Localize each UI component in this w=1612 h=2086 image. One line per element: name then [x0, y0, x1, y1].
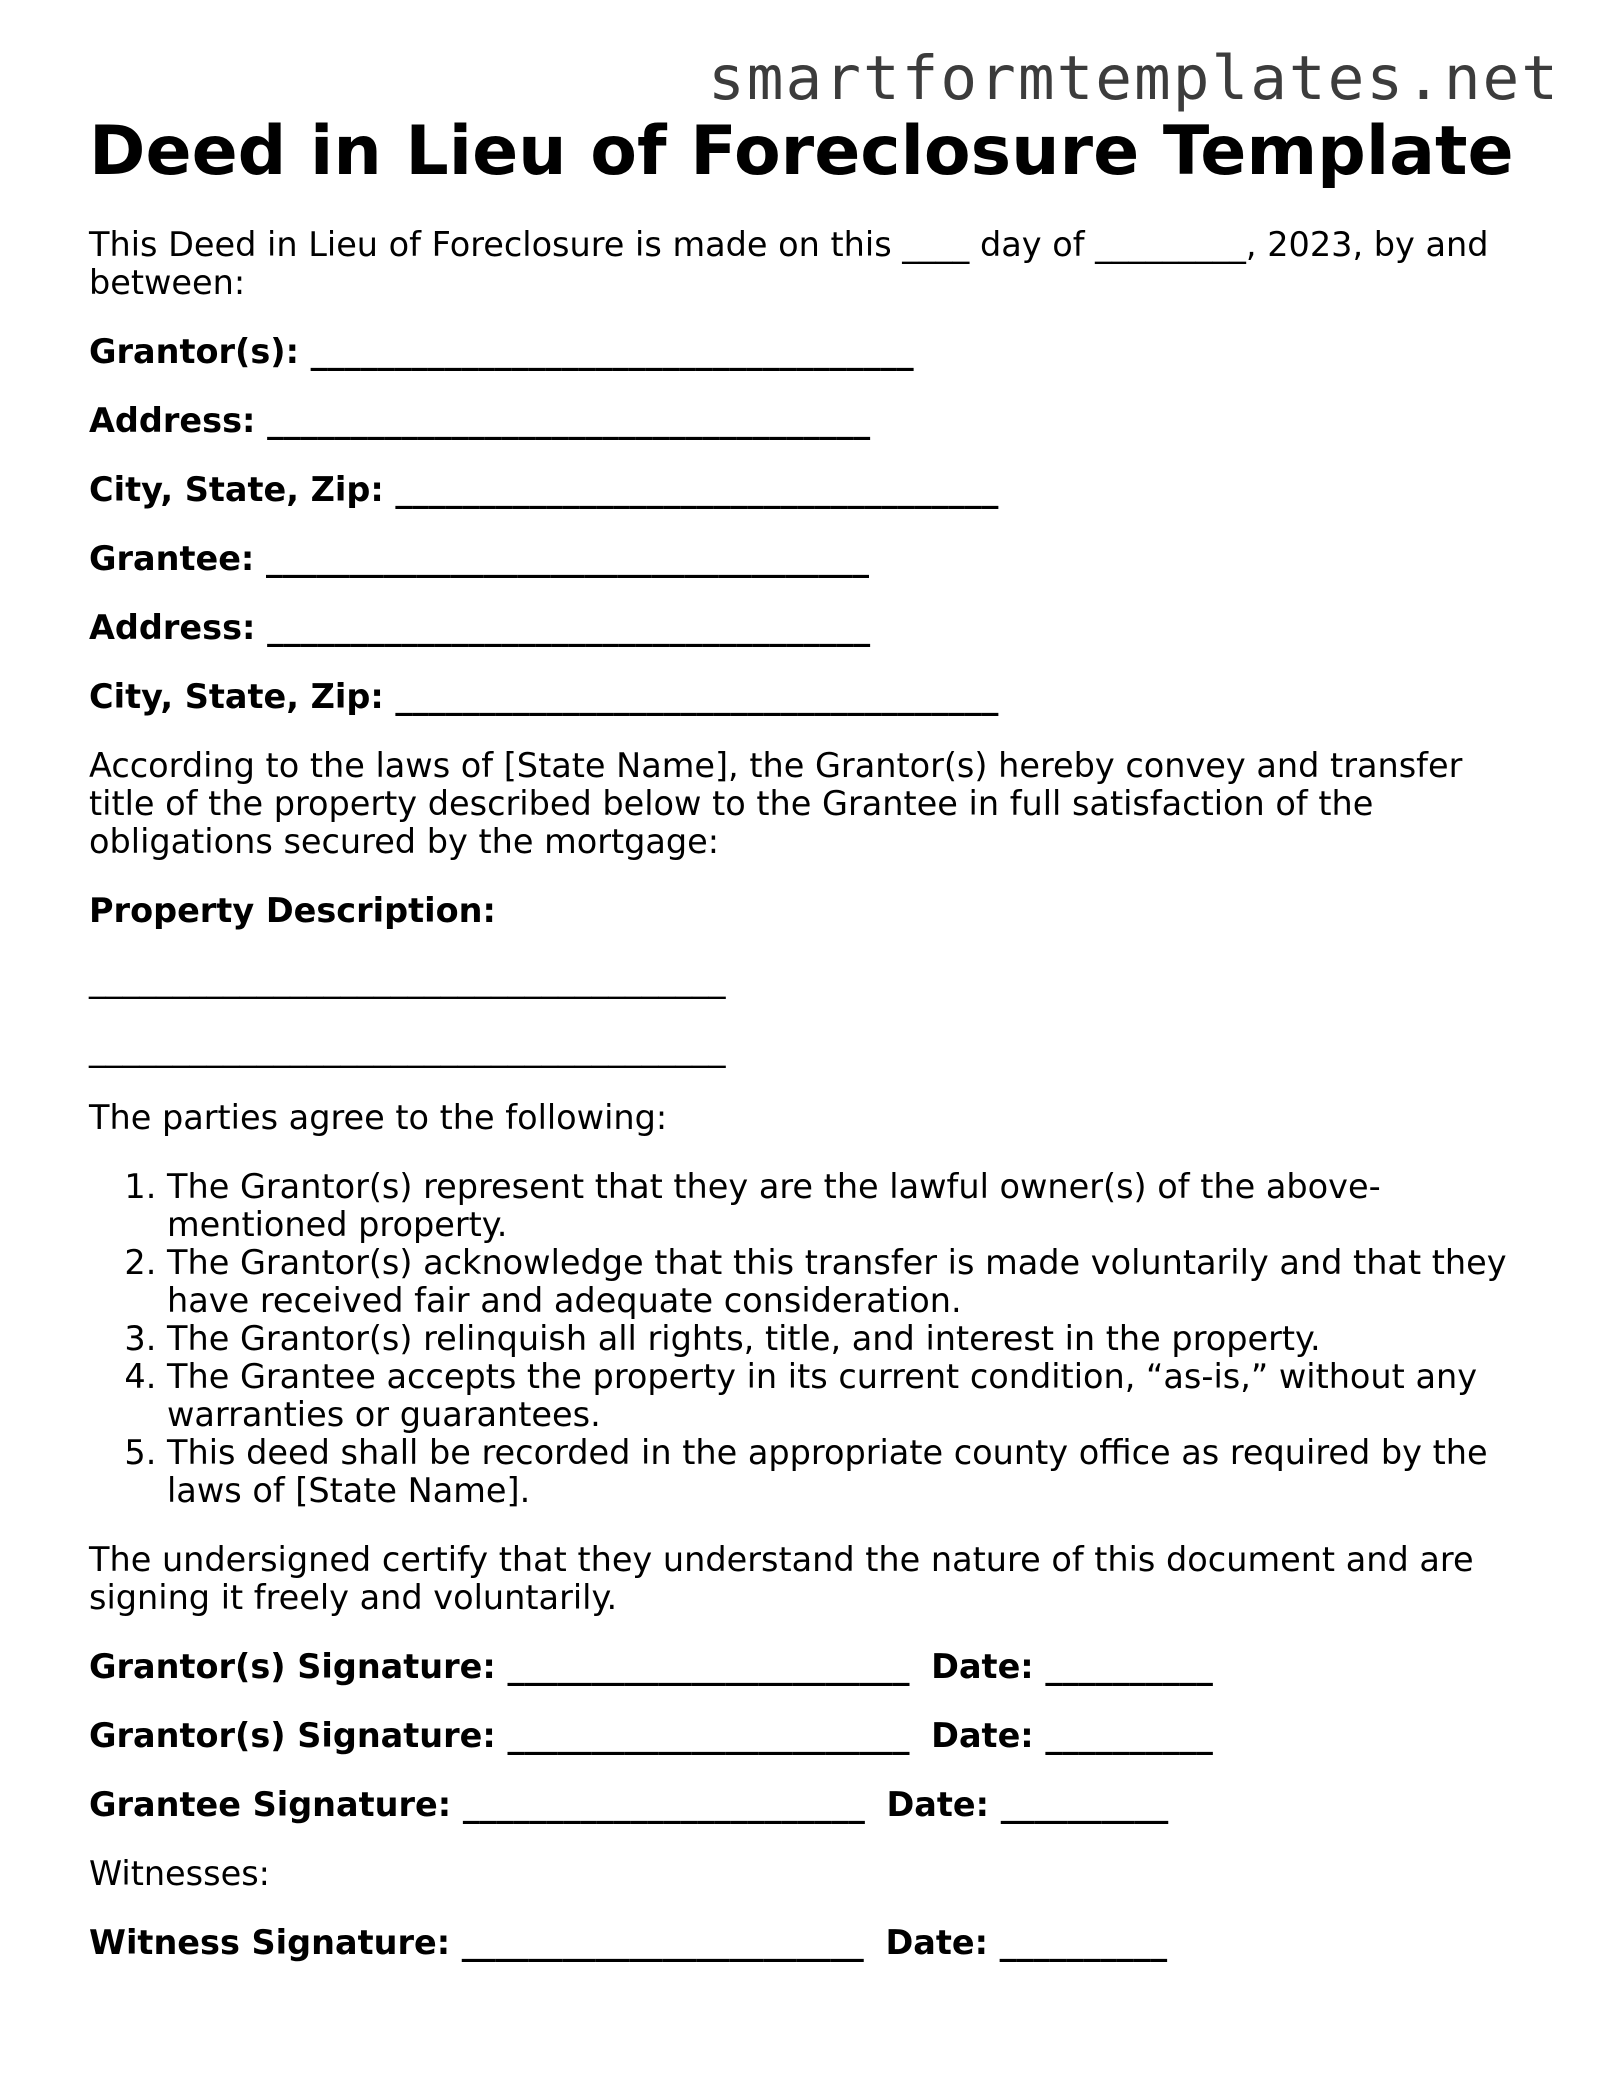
signature-label: Grantor(s) Signature:	[89, 1647, 496, 1686]
grantee-address-field	[89, 609, 1529, 647]
grantee-signature-row	[89, 1786, 1529, 1824]
grantor-city-field	[89, 471, 1529, 509]
term-item: 1. The Grantor(s) represent that they are the lawful owner(s) of the above-mentioned property.	[167, 1168, 1531, 1244]
grantee-line[interactable]: ____________________________________	[266, 539, 869, 578]
grantor-city-label: City, State, Zip:	[89, 470, 384, 509]
term-item: 3. The Grantor(s) relinquish all rights, title, and interest in the property.	[167, 1320, 1531, 1358]
signature-line[interactable]: ________________________	[507, 1716, 910, 1755]
grantee-field	[89, 540, 1529, 578]
date-label: Date:	[886, 1785, 990, 1824]
date-line[interactable]: __________	[999, 1923, 1168, 1962]
date-label: Date:	[885, 1923, 988, 1962]
date-line[interactable]: __________	[1045, 1716, 1213, 1755]
grantee-city-label: City, State, Zip:	[89, 677, 384, 716]
property-description-line-1[interactable]: ______________________________________	[89, 960, 726, 999]
term-item: 4. The Grantee accepts the property in its current condition, “as-is,” without any warranties or guarantees.	[167, 1358, 1531, 1434]
signature-label: Grantor(s) Signature:	[89, 1716, 496, 1755]
document-title: Deed in Lieu of Foreclosure Template	[89, 112, 1514, 191]
grantor-line[interactable]: ____________________________________	[310, 332, 914, 371]
conveyance-paragraph: According to the laws of [State Name], the Grantor(s) hereby convey and transfer title of the property described below to the Grantee in full satisfaction of the obligations secured by the mortgage:	[89, 746, 1463, 861]
signature-label: Witness Signature:	[89, 1923, 451, 1962]
term-item: 2. The Grantor(s) acknowledge that this transfer is made voluntarily and that they have received fair and adequate consideration.	[167, 1244, 1531, 1320]
witness-signature-row	[89, 1924, 1529, 1962]
term-item: 5. This deed shall be recorded in the appropriate county office as required by the laws of [State Name].	[167, 1434, 1531, 1510]
grantor-address-field	[89, 402, 1529, 440]
date-label: Date:	[931, 1716, 1034, 1755]
grantor-city-line[interactable]: ____________________________________	[395, 470, 999, 509]
terms-list	[89, 1168, 1531, 1510]
signature-line[interactable]: ________________________	[507, 1647, 910, 1686]
date-label: Date:	[931, 1647, 1034, 1686]
grantor-address-label: Address:	[89, 401, 256, 440]
witnesses-label: Witnesses:	[89, 1854, 270, 1893]
grantor-address-line[interactable]: ____________________________________	[267, 401, 871, 440]
grantor-label: Grantor(s):	[89, 332, 299, 371]
property-description-label: Property Description:	[89, 891, 496, 930]
grantee-city-line[interactable]: ____________________________________	[395, 677, 999, 716]
grantor-field	[89, 333, 1529, 371]
grantee-city-field	[89, 678, 1529, 716]
grantee-label: Grantee:	[89, 539, 255, 578]
grantee-address-line[interactable]: ____________________________________	[267, 608, 871, 647]
grantor-signature-row-2	[89, 1717, 1529, 1755]
grantor-signature-row-1	[89, 1648, 1529, 1686]
date-line[interactable]: __________	[1045, 1647, 1213, 1686]
grantee-address-label: Address:	[89, 608, 256, 647]
date-line[interactable]: __________	[1000, 1785, 1169, 1824]
signature-line[interactable]: ________________________	[462, 1785, 865, 1824]
document-body	[89, 112, 1529, 1962]
signature-label: Grantee Signature:	[89, 1785, 452, 1824]
agreement-intro: The parties agree to the following:	[89, 1098, 668, 1137]
intro-paragraph: This Deed in Lieu of Foreclosure is made on this ____ day of _________, 2023, by and between:	[89, 225, 1489, 302]
certification-paragraph: The undersigned certify that they understand the nature of this document and are signing it freely and voluntarily.	[89, 1540, 1474, 1617]
watermark: smartformtemplates.net	[708, 43, 1560, 114]
property-description-line-2[interactable]: ______________________________________	[89, 1029, 726, 1068]
signature-line[interactable]: ________________________	[461, 1923, 864, 1962]
